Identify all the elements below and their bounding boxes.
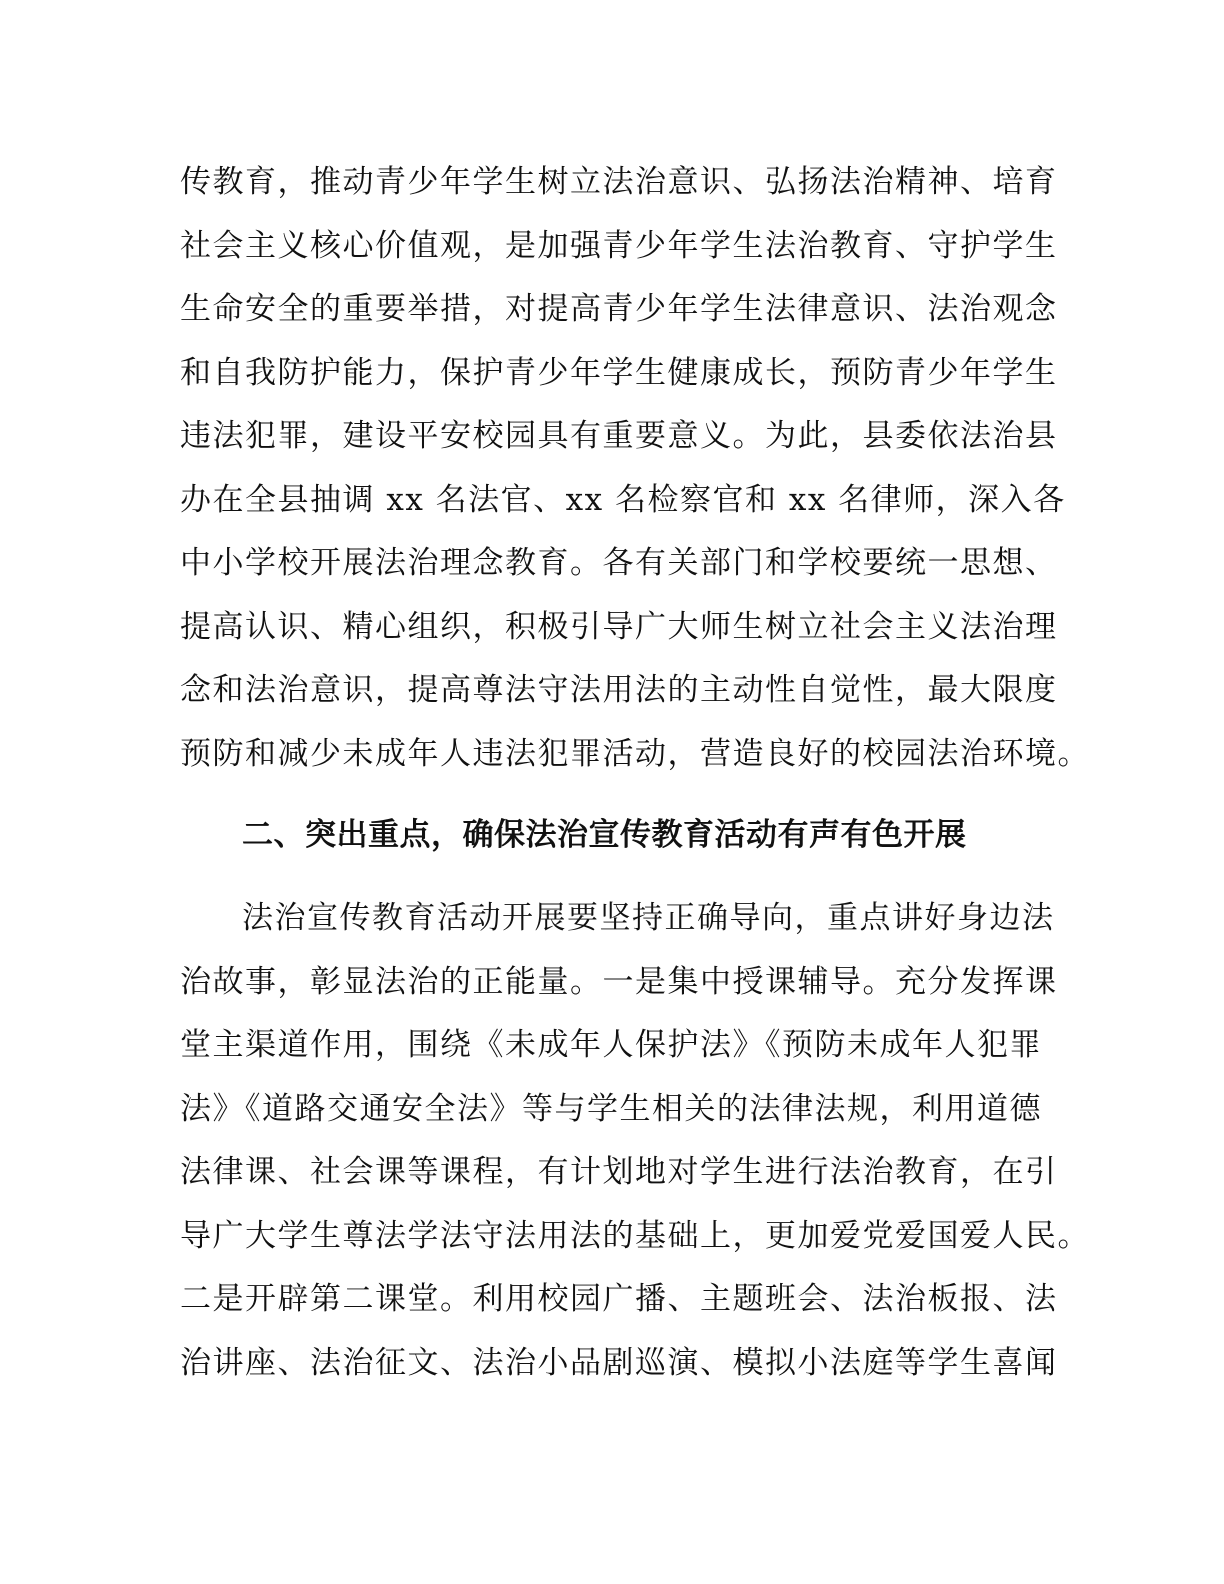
paragraph-line: 治故事，彰显法治的正能量。一是集中授课辅导。充分发挥课 xyxy=(180,964,1058,1000)
paragraph-line: 堂主渠道作用，围绕《未成年人保护法》《预防未成年人犯罪 xyxy=(180,1027,1042,1063)
paragraph-line: 社会主义核心价值观，是加强青少年学生法治教育、守护学生 xyxy=(180,228,1058,264)
paragraph-line: 治讲座、法治征文、法治小品剧巡演、模拟小法庭等学生喜闻 xyxy=(180,1345,1058,1381)
paragraph-line: 生命安全的重要举措，对提高青少年学生法律意识、法治观念 xyxy=(180,291,1058,327)
paragraph-line: 违法犯罪，建设平安校园具有重要意义。为此，县委依法治县 xyxy=(180,418,1058,454)
paragraph-line: 预防和减少未成年人违法犯罪活动，营造良好的校园法治环境。 xyxy=(180,736,1090,772)
paragraph-line: 法律课、社会课等课程，有计划地对学生进行法治教育，在引 xyxy=(180,1154,1058,1190)
paragraph-line: 中小学校开展法治理念教育。各有关部门和学校要统一思想、 xyxy=(180,545,1058,581)
paragraph-line: 和自我防护能力，保护青少年学生健康成长，预防青少年学生 xyxy=(180,355,1058,391)
paragraph-line: 二是开辟第二课堂。利用校园广播、主题班会、法治板报、法 xyxy=(180,1281,1058,1317)
paragraph-line: 法治宣传教育活动开展要坚持正确导向，重点讲好身边法 xyxy=(242,900,1055,936)
paragraph-line: 导广大学生尊法学法守法用法的基础上，更加爱党爱国爱人民。 xyxy=(180,1218,1090,1254)
paragraph-line: 传教育，推动青少年学生树立法治意识、弘扬法治精神、培育 xyxy=(180,164,1058,200)
paragraph-line: 法》《道路交通安全法》等与学生相关的法律法规，利用道德 xyxy=(180,1091,1042,1127)
paragraph-line: 办在全县抽调 xx 名法官、xx 名检察官和 xx 名律师，深入各 xyxy=(180,482,1066,518)
section-heading: 二、突出重点，确保法治宣传教育活动有声有色开展 xyxy=(242,817,967,853)
paragraph-line: 提高认识、精心组织，积极引导广大师生树立社会主义法治理 xyxy=(180,609,1058,645)
paragraph-line: 念和法治意识，提高尊法守法用法的主动性自觉性，最大限度 xyxy=(180,672,1058,708)
